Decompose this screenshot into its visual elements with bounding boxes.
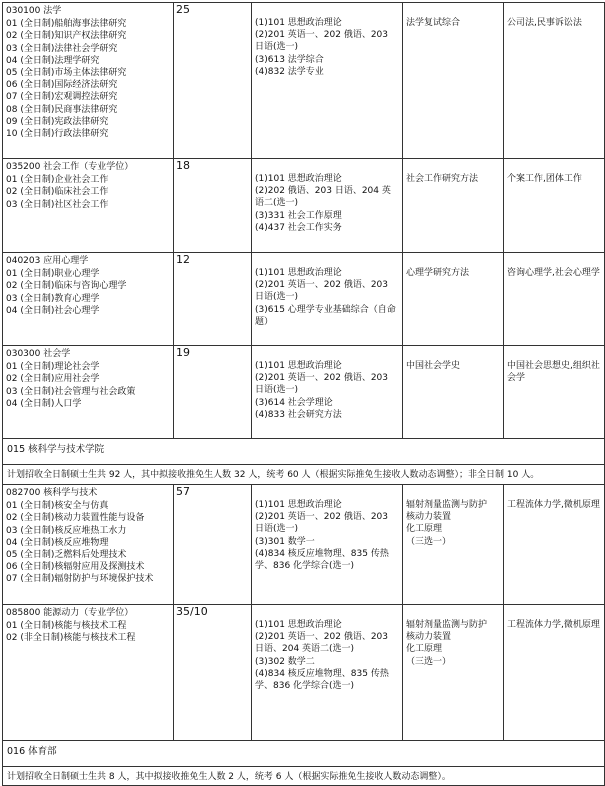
spacer <box>406 607 500 619</box>
equivalent-cell <box>504 253 605 346</box>
program-row <box>3 605 605 741</box>
spacer <box>507 607 601 619</box>
retest-cell <box>403 3 504 159</box>
exam-subject: (2)201 英语一、202 俄语、203 日语(选一) <box>255 512 389 535</box>
research-direction: 02 (全日制)核动力装置性能与设备 <box>6 513 145 524</box>
spacer <box>507 255 601 267</box>
research-direction: 01 (全日制)核能与核技术工程 <box>6 621 127 632</box>
research-direction: 04 (全日制)人口学 <box>6 398 82 409</box>
program-code-name: 030300 社会学 <box>6 349 71 359</box>
retest-subject: 中国社会学史 <box>406 361 461 371</box>
enrollment-count: 25 <box>174 3 252 159</box>
retest-subject: 化工原理 <box>406 524 443 535</box>
program-code-name: 030100 法学 <box>6 6 62 16</box>
exam-subject: (3)613 法学综合 <box>255 54 324 65</box>
equivalent-cell <box>504 346 605 439</box>
retest-subject: 辐射剂量监测与防护 <box>406 620 488 630</box>
retest-cell <box>403 605 504 741</box>
research-direction: 10 (全日制)行政法律研究 <box>6 129 109 140</box>
spacer <box>406 255 500 267</box>
equivalent-subject: 中国社会思想史,组织社会学 <box>507 361 600 384</box>
retest-subject: （三选一） <box>406 536 452 547</box>
exam-subjects-cell <box>252 3 403 159</box>
exam-subject: (1)101 思想政治理论 <box>255 268 342 278</box>
equivalent-subject: 个案工作,团体工作 <box>507 174 582 184</box>
department-plan-row-016 <box>3 767 605 786</box>
spacer <box>255 348 399 360</box>
spacer <box>406 5 500 17</box>
research-direction: 04 (全日制)核反应堆物理 <box>6 537 109 548</box>
exam-subject: (3)615 心理学专业基础综合（自命题） <box>255 304 396 327</box>
exam-subject: (4)832 法学专业 <box>255 66 324 77</box>
spacer <box>406 348 500 360</box>
research-direction: 03 (全日制)核反应堆热工水力 <box>6 525 127 536</box>
exam-subject: (3)331 社会工作原理 <box>255 210 342 221</box>
department-plan: 计划招收全日制硕士生共 92 人，其中拟接收推免生人数 32 人，统考 60 人（根据实际推免生接收人数动态调整）；非全日制 10 人。 <box>3 465 605 485</box>
enrollment-count: 18 <box>174 159 252 253</box>
program-code-name: 035200 社会工作（专业学位） <box>6 162 134 172</box>
program-code-name: 085800 能源动力（专业学位） <box>6 608 134 618</box>
equivalent-subject: 工程流体力学,微机原理 <box>507 500 600 510</box>
retest-subject: 社会工作研究方法 <box>406 174 479 184</box>
program-row <box>3 253 605 346</box>
exam-subject: (1)101 思想政治理论 <box>255 18 342 28</box>
program-cell <box>3 346 174 439</box>
spacer <box>255 607 399 619</box>
program-row <box>3 346 605 439</box>
research-direction: 05 (全日制)乏燃料后处理技术 <box>6 550 127 561</box>
retest-cell <box>403 159 504 253</box>
research-direction: 02 (非全日制)核能与核技术工程 <box>6 633 136 644</box>
page <box>0 2 600 783</box>
exam-subject: (2)201 英语一、202 俄语、203 日语(选一) <box>255 373 389 396</box>
exam-subjects-cell <box>252 605 403 741</box>
retest-subject: 心理学研究方法 <box>406 268 470 278</box>
program-row <box>3 485 605 605</box>
retest-subject: 辐射剂量监测与防护 <box>406 500 488 510</box>
program-code-name: 082700 核科学与技术 <box>6 488 98 498</box>
program-cell <box>3 253 174 346</box>
exam-subject: (3)302 数学二 <box>255 656 315 667</box>
research-direction: 02 (全日制)知识产权法律研究 <box>6 31 127 42</box>
exam-subjects-cell <box>252 253 403 346</box>
spacer <box>255 5 399 17</box>
equivalent-cell <box>504 159 605 253</box>
spacer <box>507 161 601 173</box>
program-cell <box>3 3 174 159</box>
exam-subjects-cell <box>252 485 403 605</box>
enrollment-count: 57 <box>174 485 252 605</box>
research-direction: 01 (全日制)理论社会学 <box>6 362 100 373</box>
retest-subject: 法学复试综合 <box>406 18 461 28</box>
retest-subject: 化工原理 <box>406 644 443 655</box>
spacer <box>406 161 500 173</box>
exam-subject: (4)833 社会研究方法 <box>255 409 342 420</box>
research-direction: 01 (全日制)职业心理学 <box>6 269 100 280</box>
department-plan: 计划招收全日制硕士生共 8 人，其中拟接收推免生人数 2 人，统考 6 人（根据实际推免生接收人数动态调整）。 <box>3 767 605 786</box>
retest-cell <box>403 485 504 605</box>
retest-subject: 核动力装置 <box>406 632 452 643</box>
spacer <box>255 161 399 173</box>
department-plan-row-015 <box>3 465 605 485</box>
research-direction: 01 (全日制)核安全与仿真 <box>6 501 109 512</box>
equivalent-subject: 公司法,民事诉讼法 <box>507 18 582 28</box>
equivalent-cell <box>504 485 605 605</box>
exam-subject: (1)101 思想政治理论 <box>255 361 342 371</box>
research-direction: 04 (全日制)社会心理学 <box>6 305 100 316</box>
exam-subject: (2)202 俄语、203 日语、204 英语二(选一) <box>255 186 391 209</box>
spacer <box>507 5 601 17</box>
enrollment-count: 35/10 <box>174 605 252 741</box>
exam-subject: (3)614 社会学理论 <box>255 397 333 408</box>
research-direction: 02 (全日制)应用社会学 <box>6 374 100 385</box>
program-code-name: 040203 应用心理学 <box>6 256 89 266</box>
program-cell <box>3 605 174 741</box>
exam-subject: (1)101 思想政治理论 <box>255 174 342 184</box>
research-direction: 03 (全日制)社会管理与社会政策 <box>6 386 136 397</box>
research-direction: 06 (全日制)国际经济法研究 <box>6 80 118 91</box>
exam-subjects-cell <box>252 346 403 439</box>
program-cell <box>3 159 174 253</box>
spacer <box>507 348 601 360</box>
retest-subject: （三选一） <box>406 656 452 667</box>
retest-cell <box>403 346 504 439</box>
research-direction: 07 (全日制)宏观调控法研究 <box>6 92 118 103</box>
department-row-015 <box>3 439 605 465</box>
spacer <box>507 487 601 499</box>
enrollment-count: 12 <box>174 253 252 346</box>
exam-subject: (1)101 思想政治理论 <box>255 500 342 510</box>
research-direction: 02 (全日制)临床与咨询心理学 <box>6 281 127 292</box>
enrollment-count: 19 <box>174 346 252 439</box>
research-direction: 01 (全日制)船舶海事法律研究 <box>6 19 127 30</box>
equivalent-cell <box>504 605 605 741</box>
equivalent-subject: 工程流体力学,微机原理 <box>507 620 600 630</box>
department-row-016 <box>3 741 605 767</box>
spacer <box>255 255 399 267</box>
research-direction: 01 (全日制)企业社会工作 <box>6 175 109 186</box>
equivalent-subject: 咨询心理学,社会心理学 <box>507 268 600 278</box>
spacer <box>255 487 399 499</box>
exam-subjects-cell <box>252 159 403 253</box>
research-direction: 05 (全日制)市场主体法律研究 <box>6 68 127 79</box>
research-direction: 03 (全日制)教育心理学 <box>6 293 100 304</box>
retest-subject: 核动力装置 <box>406 512 452 523</box>
department-title: 016 体育部 <box>3 741 605 767</box>
research-direction: 07 (全日制)辐射防护与环境保护技术 <box>6 574 154 585</box>
exam-subject: (2)201 英语一、202 俄语、203 日语、204 英语二(选一) <box>255 632 389 655</box>
spacer <box>406 487 500 499</box>
research-direction: 09 (全日制)宪政法律研究 <box>6 116 109 127</box>
research-direction: 03 (全日制)社区社会工作 <box>6 199 109 210</box>
exam-subject: (4)834 核反应堆物理、835 传热学、836 化学综合(选一) <box>255 668 389 692</box>
research-direction: 08 (全日制)民商事法律研究 <box>6 104 118 115</box>
research-direction: 04 (全日制)法理学研究 <box>6 55 100 66</box>
research-direction: 06 (全日制)核辐射应用及探测技术 <box>6 562 145 573</box>
exam-subject: (1)101 思想政治理论 <box>255 620 342 630</box>
department-title: 015 核科学与技术学院 <box>3 439 605 465</box>
exam-subject: (4)437 社会工作实务 <box>255 222 342 233</box>
enrollment-table <box>2 2 605 786</box>
retest-cell <box>403 253 504 346</box>
equivalent-cell <box>504 3 605 159</box>
exam-subject: (2)201 英语一、202 俄语、203 日语(选一) <box>255 280 389 303</box>
exam-subject: (4)834 核反应堆物理、835 传热学、836 化学综合(选一) <box>255 548 389 572</box>
research-direction: 02 (全日制)临床社会工作 <box>6 187 109 198</box>
exam-subject: (2)201 英语一、202 俄语、203 日语(选一) <box>255 30 389 53</box>
program-row <box>3 159 605 253</box>
program-cell <box>3 485 174 605</box>
research-direction: 03 (全日制)法律社会学研究 <box>6 43 118 54</box>
program-row <box>3 3 605 159</box>
exam-subject: (3)301 数学一 <box>255 536 315 547</box>
